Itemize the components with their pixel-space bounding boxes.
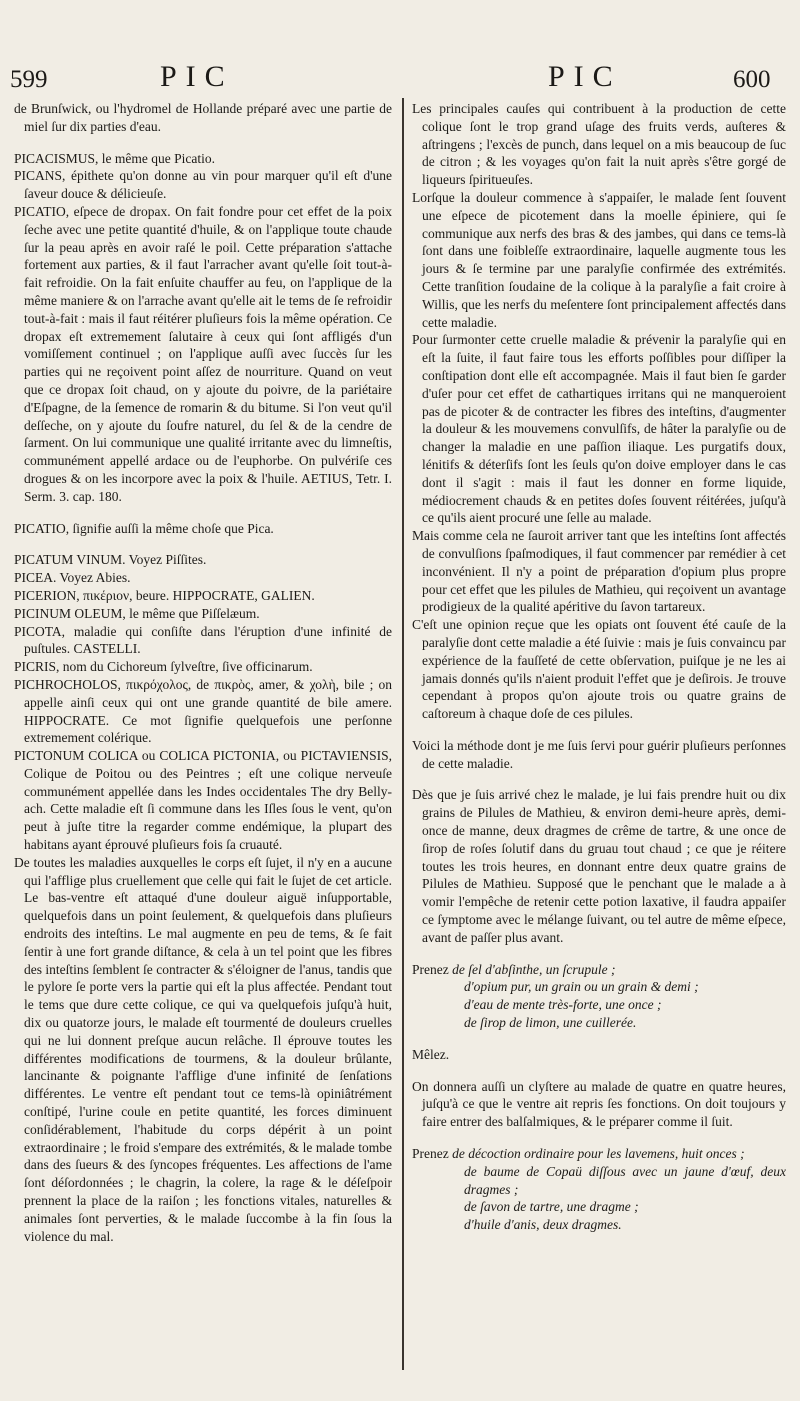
paragraph: On donnera auſſi un clyſtere au malade de quatre en quatre heures, juſqu'à ce que le ventre ait repris ſes fonctions. On doit toujours y faire entrer des balſalmiques, & le préparer comme il ſuit. [412, 1078, 786, 1130]
recipe-line: de ſavon de tartre, une dragme ; [464, 1199, 639, 1215]
entry-picatum-vinum: PICATUM VINUM. Voyez Piſſites. [14, 552, 207, 568]
entry-picota: PICOTA, maladie qui conſiſte dans l'éruption d'une infinité de puſtules. CASTELLI. [14, 623, 392, 657]
recipe-lead: Prenez [412, 1146, 449, 1162]
entry-picatio-2: PICATIO, ſignifie auſſi la même choſe que Pica. [14, 520, 274, 536]
paragraph: De toutes les maladies auxquelles le corps eſt ſujet, il n'y en a aucune qui l'afflige plus cruellement que celle qui fait le ſujet de cet article. Le bas-ventre eſt attaqué d'une douleur aiguë inſupportable, quelquefois dans un point ſeulement, & quelquefois dans pluſieurs endroits des inteſtins. Le mal augmente en peu de tems, & ſe fait ſentir à une fort grande diſtance, & cela à un tel point que les fibres des inteſtins ſemblent ſe contracter & s'éloigner de l'anus, tandis que le pylore ſe porte vers la partie qui eſt la plus affectée. Pendant tout le tems que dure cette colique, ce qui va quelquefois juſqu'à huit, dix ou quatorze jours, le malade eſt tourmenté de douleurs cruelles qui ne lui donnent preſque aucun relâche. Il éprouve toutes les différentes modifications de tourmens, & la douleur brûlante, lancinante & poignante l'afflige d'une infinité de ſenſations différentes. Le ventre eſt pendant tout ce tems-là opiniâtrément conſtipé, l'urine coule en petite quantité, les forces diminuent conſidérablement, l'habitude du corps dépérit à un point extraordinaire ; le froid s'empare des extrémités, & le malade tombe dans des ſueurs & des ſyncopes fréquentes. Les affections de l'ame ſont déſordonnées ; le chagrin, la colere, la rage & le déſeſpoir prennent la place de la raiſon ; les fonctions vitales, naturelles & animales ſont perverties, & le malade ſuccombe à la fin ſous la violence du mal. [14, 854, 392, 1244]
recipe-line: de décoction ordinaire pour les lavemens, huit onces ; [452, 1146, 745, 1162]
recipe-line: d'huile d'anis, deux dragmes. [464, 1217, 622, 1233]
entry-picacismus: PICACISMUS, le même que Picatio. [14, 150, 215, 166]
right-page-number: 600 [733, 66, 771, 93]
paragraph: Voici la méthode dont je me ſuis ſervi pour guérir pluſieurs perſonnes de cette maladie. [412, 737, 786, 771]
paragraph: Lorſque la douleur commence à s'appaiſer, le malade ſent ſouvent une eſpece de picotement dans la moelle épiniere, qui ſe communique aux nerfs des bras & des jambes, qui dans ce tems-là ſont dans une foibleſſe extraordinaire, laquelle augmente tous les jours & ſe termine par une paralyſie confirmée des extrémités. Cette tranſition ſoudaine de la colique à la paralyſie a fait croire à Willis, que les nerfs du meſentere ſont principalement affectés dans cette maladie. [412, 189, 786, 330]
recipe-lead: Prenez [412, 961, 449, 977]
recipe-block [412, 961, 786, 1032]
paragraph: Pour ſurmonter cette cruelle maladie & prévenir la paralyſie qui en eſt la ſuite, il faut faire tous les efforts poſſibles pour diſſiper la conſtipation dont elle eſt accompagnée. Mais il faut bien ſe garder d'uſer pour cet effet de cathartiques irritans qui ne manqueroient pas de picoter & de contracter les fibres des inteſtins, d'augmenter la douleur & les mouvemens convulſifs, de hâter la paralyſie ou de changer la maladie en une paſſion iliaque. Les purgatifs doux, lénitifs & déterſifs ſont les ſeuls qu'on doive employer dans le cas dont il s'agit : mais il faut les donner en forme liquide, médiocrement chauds & en petites doſes ſouvent réitérées, juſqu'à ce qu'ils aient procuré une ſelle au malade. [412, 332, 786, 526]
recipe-block [412, 1145, 786, 1234]
entry-picea: PICEA. Voyez Abies. [14, 570, 131, 586]
entry-pichrocholos: PICHROCHOLOS, πικρόχολος, de πικρὸς, amer, & χολὴ, bile ; on appelle ainſi ceux qui ont une grande quantité de bile amere. HIPPOCRATE. Ce mot ſignifie quelquefois une perſonne extremement colérique. [14, 676, 392, 746]
recipe-line: d'eau de mente très-forte, une once ; [464, 997, 662, 1013]
paragraph: Mais comme cela ne ſauroit arriver tant que les inteſtins ſont affectés de convulſions ſpaſmodiques, il faut commencer par remédier à cet inconvénient. Il n'y a point de préparation d'opium plus propre pour cet effet que les pilules de Mathieu, qui reçoivent un avantage prodigieux de la qualité apéritive du ſavon tartareux. [412, 528, 786, 615]
recipe-line: de baume de Copaü diſſous avec un jaune d'œuf, deux dragmes ; [464, 1163, 786, 1197]
left-running-title: PIC [160, 60, 234, 93]
paragraph: Les principales cauſes qui contribuent à la production de cette colique ſont le trop grand uſage des fruits verds, auſteres & aſtringens ; l'excès de punch, dans lequel on a mis beaucoup de ſuc de citron ; & les voyages qu'on fait la nuit après s'être gorgé de liqueurs ſpiritueuſes. [412, 101, 786, 188]
entry-pictonum-colica: PICTONUM COLICA ou COLICA PICTONIA, ou PICTAVIENSIS, Colique de Poitou ou des Peintres ; eſt une colique nerveuſe communément appellée dans les Indes occidentales The dry Belly-ach. Cette maladie eſt ſi commune dans les Iſles ſous le vent, qu'on peut à juſte titre la regarder comme endémique, la plupart des habitans ayant éprouvé pluſieurs fois ſa cruauté. [14, 748, 392, 853]
entry-picans: PICANS, épithete qu'on donne au vin pour marquer qu'il eſt d'une ſaveur douce & délicieuſe. [14, 168, 392, 202]
melez-instruction: Mêlez. [412, 1046, 450, 1062]
paragraph: de Brunſwick, ou l'hydromel de Hollande préparé avec une partie de miel ſur dix parties d'eau. [14, 101, 392, 134]
recipe-line: de ſirop de limon, une cuillerée. [464, 1015, 637, 1031]
entry-picris: PICRIS, nom du Cichoreum ſylveſtre, ſive officinarum. [14, 659, 313, 675]
running-header [0, 58, 800, 98]
entry-picinum-oleum: PICINUM OLEUM, le même que Piſſelæum. [14, 605, 260, 621]
entry-picerion: PICERION, πικέριον, beure. HIPPOCRATE, GALIEN. [14, 587, 315, 603]
left-column [14, 100, 392, 1245]
column-divider [402, 98, 404, 1370]
paragraph: C'eſt une opinion reçue que les opiats ont ſouvent été cauſe de la paralyſie dont cette maladie a été ſuivie : mais je ſuis convaincu par expérience de la fauſſeté de cette obſervation, puiſque je ne les ai jamais donnés qu'ils n'aient produit l'effet que je deſirois. Je trouve cependant à propos qu'on ajoute trois ou quatre grains de caſtoreum à chaque doſe de ces pilules. [412, 617, 786, 722]
entry-picatio: PICATIO, eſpece de dropax. On fait fondre pour cet effet de la poix ſeche avec une petite quantité d'huile, & on l'applique toute chaude ſur la peau après en avoir raſé le poil. Cette préparation s'attache fortement aux parties, & il faut l'arracher avant qu'elle ſoit tout-à-fait refroidie. On la fait enſuite chauffer au feu, on l'applique de la même maniere & on l'arrache avant qu'elle ait le tems de ſe refroidir tout-à-fait : mais il faut réitérer pluſieurs fois la même opération. Ce dropax eſt extremement ſalutaire à ceux qui ſont affligés d'un vomiſſement continuel ; on l'applique auſſi avec ſuccès ſur les parties qui ne reçoivent point aſſez de nourriture. Quand on veut que ce dropax ſoit chaud, on y ajoute du poivre, de la pariétaire d'Eſpagne, de la ſemence de romarin & du bitume. Si l'on veut qu'il deſſeche, on y ajoute du ſoufre naturel, du ſel & de la cendre de ſarment. On lui communique une qualité irritante avec du limneſtis, communément appellé ardace ou de l'euphorbe. On pulvériſe ces drogues & on les incorpore avec la poix & l'huile. AETIUS, Tetr. I. Serm. 3. cap. 180. [14, 203, 392, 504]
recipe-line: d'opium pur, un grain ou un grain & demi ; [464, 979, 699, 995]
right-column [412, 100, 786, 1234]
left-page-number: 599 [10, 66, 48, 93]
recipe-line: de ſel d'abſinthe, un ſcrupule ; [452, 961, 616, 977]
paragraph: Dès que je ſuis arrivé chez le malade, je lui fais prendre huit ou dix grains de Pilules de Mathieu, & environ demi-heure après, demi-once de manne, deux dragmes de crême de tartre, & une once de ſirop de roſes ſolutif dans du gruau tout chaud ; ce que je réitere toutes les trois heures, en donnant entre deux quatre grains de Pilules de Mathieu. Supposé que le penchant que le malade a à vomir l'empêche de retenir cette potion laxative, il faudra appaiſer ce ſymptome avec le mélange ſuivant, ou tel autre de même eſpece, avant de paſſer plus avant. [412, 787, 786, 945]
right-running-title: PIC [548, 60, 622, 93]
